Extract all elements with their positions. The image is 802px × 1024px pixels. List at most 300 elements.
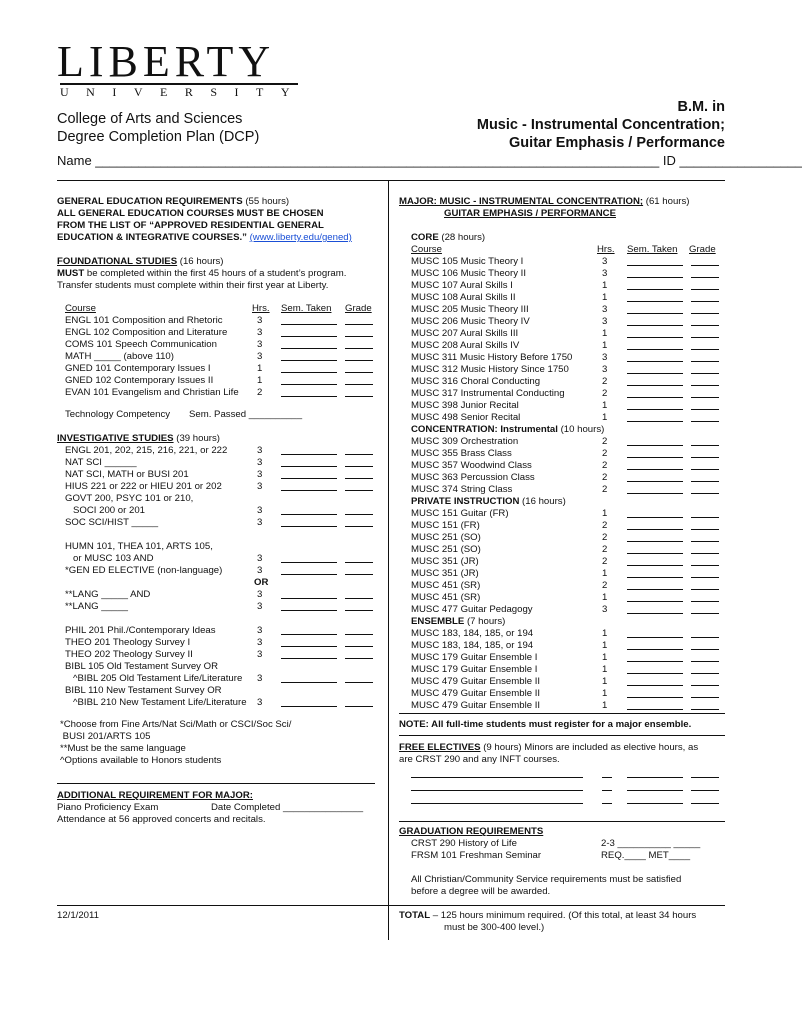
grade-blank[interactable] — [691, 688, 719, 698]
grade-blank[interactable] — [691, 292, 719, 302]
grade-blank[interactable] — [691, 700, 719, 710]
grade-blank[interactable] — [691, 460, 719, 470]
total-text: – 125 hours minimum required. (Of this total, at least 34 hours — [432, 910, 697, 921]
course-hours: 3 — [602, 304, 608, 315]
grade-blank[interactable] — [691, 280, 719, 290]
sem-taken-blank[interactable] — [627, 460, 683, 470]
concentration-heading-title: CONCENTRATION: Instrumental — [411, 424, 558, 435]
grade-blank[interactable] — [691, 508, 719, 518]
course-hours: 2 — [602, 460, 608, 471]
grade-blank[interactable] — [345, 457, 373, 467]
plan-name: Degree Completion Plan (DCP) — [57, 129, 260, 145]
grade-blank[interactable] — [691, 652, 719, 662]
grade-blank[interactable] — [345, 565, 373, 575]
investigative-row — [57, 481, 375, 493]
course-name: MUSC 374 String Class — [411, 484, 513, 495]
sem-taken-blank[interactable] — [627, 484, 683, 494]
sem-passed-field[interactable]: Sem. Passed __________ — [189, 409, 303, 420]
course-name: MUSC 312 Music History Since 1750 — [411, 364, 569, 375]
course-hours: 1 — [602, 280, 608, 291]
footnote: ^Options available to Honors students — [60, 755, 222, 766]
course-hours: 3 — [602, 268, 608, 279]
graduation-divider — [399, 821, 725, 822]
course-hours: 2 — [602, 520, 608, 531]
course-hours: 1 — [602, 664, 608, 675]
additional-title: ADDITIONAL REQUIREMENT FOR MAJOR: — [57, 790, 253, 801]
grade-blank[interactable] — [691, 364, 719, 374]
grade-blank[interactable] — [691, 256, 719, 266]
course-hours: 2 — [602, 580, 608, 591]
grade-blank[interactable] — [691, 781, 719, 791]
grade-blank[interactable] — [345, 315, 373, 325]
sem-taken-blank[interactable] — [281, 351, 337, 361]
sem-taken-blank[interactable] — [627, 628, 683, 638]
sem-taken-blank[interactable] — [627, 472, 683, 482]
course-name: EVAN 101 Evangelism and Christian Life — [65, 387, 239, 398]
sem-taken-blank[interactable] — [627, 292, 683, 302]
sem-taken-blank[interactable] — [627, 604, 683, 614]
sem-taken-blank[interactable] — [281, 327, 337, 337]
tech-competency-label: Technology Competency — [65, 409, 171, 420]
sem-taken-blank[interactable] — [627, 768, 683, 778]
sem-taken-blank[interactable] — [627, 400, 683, 410]
course-hours: 3 — [257, 517, 263, 528]
grade-blank[interactable] — [691, 544, 719, 554]
course-name: **LANG _____ AND — [65, 589, 151, 600]
course-hours: 3 — [257, 339, 263, 350]
sem-taken-blank[interactable] — [281, 637, 337, 647]
degree-title — [477, 98, 725, 152]
course-name: MUSC 151 (FR) — [411, 520, 480, 531]
grade-blank[interactable] — [691, 484, 719, 494]
private-instruction-heading-title: PRIVATE INSTRUCTION — [411, 496, 520, 507]
course-name: MUSC 179 Guitar Ensemble I — [411, 664, 538, 675]
elective-course-blank[interactable] — [411, 768, 583, 778]
grade-blank[interactable] — [691, 268, 719, 278]
col-sem-taken: Sem. Taken — [281, 303, 332, 314]
course-name: MUSC 311 Music History Before 1750 — [411, 352, 573, 363]
foundational-heading — [57, 256, 224, 268]
private-instruction-heading — [411, 496, 566, 508]
course-name: NAT SCI, MATH or BUSI 201 — [65, 469, 189, 480]
grade-blank[interactable] — [691, 412, 719, 422]
sem-taken-blank[interactable] — [627, 700, 683, 710]
grade-blank[interactable] — [345, 553, 373, 563]
major-col-sem-taken: Sem. Taken — [627, 244, 678, 255]
core-course-row — [411, 316, 723, 328]
grade-blank[interactable] — [345, 505, 373, 515]
concentration-heading — [411, 424, 604, 436]
sem-taken-blank[interactable] — [627, 520, 683, 530]
major-col-grade: Grade — [689, 244, 716, 255]
sem-taken-blank[interactable] — [281, 363, 337, 373]
course-name: SOCI 200 or 201 — [65, 505, 145, 516]
grade-blank[interactable] — [345, 339, 373, 349]
investigative-row — [57, 553, 375, 565]
sem-taken-blank[interactable] — [627, 580, 683, 590]
id-field[interactable]: ID _________________ — [662, 153, 802, 168]
core-course-row — [411, 376, 723, 388]
sem-taken-blank[interactable] — [281, 517, 337, 527]
gen-ed-line-2: ALL GENERAL EDUCATION COURSES MUST BE CHOSEN — [57, 208, 324, 219]
grade-blank[interactable] — [691, 328, 719, 338]
course-hours: 1 — [602, 640, 608, 651]
course-hours: 1 — [257, 375, 263, 386]
grade-blank[interactable] — [345, 375, 373, 385]
grade-blank[interactable] — [691, 768, 719, 778]
sem-taken-blank[interactable] — [627, 448, 683, 458]
course-name: ^BIBL 205 Old Testament Life/Literature — [65, 673, 243, 684]
investigative-hours: (39 hours) — [176, 433, 220, 444]
course-name: *GEN ED ELECTIVE (non-language) — [65, 565, 223, 576]
course-hours: 1 — [602, 628, 608, 639]
university-logo-subtitle: UNIVERSITY — [60, 85, 307, 99]
sem-taken-blank[interactable] — [627, 664, 683, 674]
course-hours: 3 — [257, 351, 263, 362]
grade-blank[interactable] — [691, 556, 719, 566]
course-hours: 1 — [602, 340, 608, 351]
degree-line-1: B.M. in — [677, 99, 725, 115]
sem-taken-blank[interactable] — [281, 375, 337, 385]
ensemble-heading-title: ENSEMBLE — [411, 616, 465, 627]
graduation-title: GRADUATION REQUIREMENTS — [399, 826, 544, 837]
sem-taken-blank[interactable] — [627, 304, 683, 314]
total-label: TOTAL — [399, 910, 431, 921]
sem-taken-blank[interactable] — [627, 640, 683, 650]
grade-blank[interactable] — [691, 436, 719, 446]
course-name: MUSC 309 Orchestration — [411, 436, 519, 447]
course-name: PHIL 201 Phil./Contemporary Ideas — [65, 625, 216, 636]
sem-taken-blank[interactable] — [281, 339, 337, 349]
sem-taken-blank[interactable] — [627, 364, 683, 374]
ensemble-row — [411, 700, 723, 712]
core-course-row — [411, 388, 723, 400]
sem-taken-blank[interactable] — [281, 505, 337, 515]
grade-blank[interactable] — [345, 637, 373, 647]
core-heading — [411, 232, 485, 244]
grade-blank[interactable] — [345, 649, 373, 659]
course-hours: 2 — [602, 388, 608, 399]
course-name: MUSC 477 Guitar Pedagogy — [411, 604, 533, 615]
grade-blank[interactable] — [691, 304, 719, 314]
course-name: ENGL 201, 202, 215, 216, 221, or 222 — [65, 445, 228, 456]
core-course-row — [411, 340, 723, 352]
investigative-row — [57, 457, 375, 469]
course-hours: 3 — [257, 469, 263, 480]
private-instruction-row — [411, 592, 723, 604]
grade-blank[interactable] — [691, 568, 719, 578]
free-electives-text: (9 hours) Minors are included as elective hours, as — [483, 742, 699, 753]
course-hours: 1 — [257, 363, 263, 374]
private-instruction-row — [411, 580, 723, 592]
sem-taken-blank[interactable] — [281, 553, 337, 563]
sem-taken-blank[interactable] — [627, 508, 683, 518]
course-hours: 2 — [602, 484, 608, 495]
grade-blank[interactable] — [345, 327, 373, 337]
sem-taken-blank[interactable] — [627, 532, 683, 542]
elective-hours-blank[interactable] — [602, 794, 612, 804]
private-instruction-row — [411, 568, 723, 580]
foundational-hours: (16 hours) — [179, 256, 224, 267]
name-field[interactable]: Name ______________________________________________________________________________ — [57, 153, 660, 168]
sem-taken-blank[interactable] — [627, 376, 683, 386]
investigative-row — [57, 529, 375, 541]
course-name: MUSC 363 Percussion Class — [411, 472, 535, 483]
course-hours: 1 — [602, 652, 608, 663]
free-electives-line-1 — [399, 742, 698, 754]
core-course-row — [411, 412, 723, 424]
course-name: MUSC 179 Guitar Ensemble I — [411, 652, 538, 663]
grade-blank[interactable] — [345, 469, 373, 479]
grade-blank[interactable] — [691, 400, 719, 410]
grade-blank[interactable] — [345, 673, 373, 683]
private-instruction-row — [411, 508, 723, 520]
course-hours: 1 — [602, 508, 608, 519]
grade-blank[interactable] — [691, 592, 719, 602]
grade-blank[interactable] — [691, 676, 719, 686]
course-name: BIBL 105 Old Testament Survey OR — [65, 661, 219, 672]
course-name: HIUS 221 or 222 or HIEU 201 or 202 — [65, 481, 222, 492]
grade-blank[interactable] — [345, 517, 373, 527]
sem-taken-blank[interactable] — [281, 697, 337, 707]
sem-taken-blank[interactable] — [281, 481, 337, 491]
investigative-row — [57, 565, 375, 577]
investigative-row — [57, 685, 375, 697]
elective-course-blank[interactable] — [411, 794, 583, 804]
sem-taken-blank[interactable] — [627, 388, 683, 398]
investigative-row — [57, 673, 375, 685]
grade-blank[interactable] — [691, 340, 719, 350]
total-line-1 — [399, 910, 696, 922]
gened-link[interactable]: (www.liberty.edu/gened) — [249, 232, 352, 243]
investigative-row — [57, 589, 375, 601]
foundational-must — [57, 268, 346, 280]
col-course: Course — [65, 303, 96, 314]
sem-taken-blank[interactable] — [627, 340, 683, 350]
investigative-row — [57, 445, 375, 457]
course-hours: 3 — [257, 445, 263, 456]
grade-blank[interactable] — [691, 448, 719, 458]
service-requirement-line-1: All Christian/Community Service requirements must be satisfied — [411, 874, 682, 885]
grade-blank[interactable] — [691, 628, 719, 638]
course-name: HUMN 101, THEA 101, ARTS 105, — [65, 541, 213, 552]
course-name: MUSC 317 Instrumental Conducting — [411, 388, 565, 399]
sem-taken-blank[interactable] — [627, 436, 683, 446]
sem-taken-blank[interactable] — [627, 352, 683, 362]
core-course-row — [411, 268, 723, 280]
investigative-row — [57, 469, 375, 481]
degree-line-3: Guitar Emphasis / Performance — [509, 135, 725, 151]
grade-blank[interactable] — [691, 640, 719, 650]
investigative-row — [57, 541, 375, 553]
investigative-row — [57, 601, 375, 613]
grade-blank[interactable] — [691, 352, 719, 362]
course-name: or MUSC 103 AND — [65, 553, 154, 564]
course-hours: 3 — [257, 327, 263, 338]
sem-taken-blank[interactable] — [281, 315, 337, 325]
course-name: MUSC 316 Choral Conducting — [411, 376, 541, 387]
core-course-row — [411, 352, 723, 364]
foundational-course-row — [65, 339, 375, 351]
sem-taken-blank[interactable] — [627, 556, 683, 566]
foundational-course-row — [65, 327, 375, 339]
concentration-course-row — [411, 472, 723, 484]
major-heading — [399, 196, 690, 208]
sem-taken-blank[interactable] — [281, 387, 337, 397]
private-instruction-row — [411, 532, 723, 544]
private-instruction-row — [411, 520, 723, 532]
grade-blank[interactable] — [691, 520, 719, 530]
core-course-row — [411, 400, 723, 412]
major-hours: (61 hours) — [645, 196, 690, 207]
sem-taken-blank[interactable] — [627, 794, 683, 804]
header-left — [57, 110, 259, 146]
grade-blank[interactable] — [691, 388, 719, 398]
course-name: THEO 202 Theology Survey II — [65, 649, 193, 660]
course-name: ENGL 101 Composition and Rhetoric — [65, 315, 223, 326]
elective-hours-blank[interactable] — [602, 781, 612, 791]
course-name: MUSC 251 (SO) — [411, 532, 481, 543]
course-hours: 3 — [257, 505, 263, 516]
course-hours: 1 — [602, 328, 608, 339]
sem-taken-blank[interactable] — [627, 592, 683, 602]
sem-taken-blank[interactable] — [281, 649, 337, 659]
grade-blank[interactable] — [691, 580, 719, 590]
course-name: MUSC 451 (SR) — [411, 580, 481, 591]
grade-blank[interactable] — [345, 363, 373, 373]
sem-taken-blank[interactable] — [281, 601, 337, 611]
investigative-heading — [57, 433, 220, 445]
course-name: GNED 101 Contemporary Issues I — [65, 363, 211, 374]
private-instruction-row — [411, 556, 723, 568]
grade-blank[interactable] — [345, 601, 373, 611]
grade-blank[interactable] — [691, 532, 719, 542]
course-name: MUSC 205 Music Theory III — [411, 304, 529, 315]
course-hours: 3 — [257, 553, 263, 564]
free-electives-title: FREE ELECTIVES — [399, 742, 481, 753]
sem-taken-blank[interactable] — [627, 268, 683, 278]
total-line-2: must be 300-400 level.) — [444, 922, 545, 933]
investigative-title: INVESTIGATIVE STUDIES — [57, 433, 174, 444]
private-instruction-heading-hours: (16 hours) — [522, 496, 566, 507]
sem-taken-blank[interactable] — [627, 688, 683, 698]
sem-taken-blank[interactable] — [627, 280, 683, 290]
grade-blank[interactable] — [691, 664, 719, 674]
course-name: MUSC 108 Aural Skills II — [411, 292, 516, 303]
frsm-fields[interactable]: REQ.____ MET____ — [601, 850, 691, 861]
date-completed-field[interactable]: Date Completed _______________ — [211, 802, 364, 813]
grade-blank[interactable] — [691, 472, 719, 482]
grade-blank[interactable] — [691, 376, 719, 386]
major-emphasis: GUITAR EMPHASIS / PERFORMANCE — [444, 208, 616, 219]
course-name: MUSC 251 (SO) — [411, 544, 481, 555]
revision-date: 12/1/2011 — [57, 910, 99, 921]
course-hours: 3 — [257, 589, 263, 600]
concentration-course-row — [411, 460, 723, 472]
gen-ed-line-3: FROM THE LIST OF “APPROVED RESIDENTIAL GENERAL — [57, 220, 324, 231]
course-name: BIBL 110 New Testament Survey OR — [65, 685, 222, 696]
course-name: MUSC 479 Guitar Ensemble II — [411, 700, 541, 711]
sem-taken-blank[interactable] — [627, 544, 683, 554]
course-name: MUSC 206 Music Theory IV — [411, 316, 530, 327]
sem-taken-blank[interactable] — [281, 457, 337, 467]
grade-blank[interactable] — [691, 316, 719, 326]
ensemble-heading-hours: (7 hours) — [466, 616, 506, 627]
grade-blank[interactable] — [345, 625, 373, 635]
grade-blank[interactable] — [345, 387, 373, 397]
sem-taken-blank[interactable] — [281, 565, 337, 575]
ensemble-note: NOTE: All full-time students must register for a major ensemble. — [399, 719, 692, 730]
investigative-row — [57, 661, 375, 673]
grade-blank[interactable] — [691, 794, 719, 804]
course-name: MUSC 207 Aural Skills III — [411, 328, 519, 339]
sem-taken-blank[interactable] — [627, 652, 683, 662]
sem-taken-blank[interactable] — [627, 568, 683, 578]
elective-course-blank[interactable] — [411, 781, 583, 791]
grade-blank[interactable] — [345, 481, 373, 491]
grade-blank[interactable] — [691, 604, 719, 614]
sem-taken-blank[interactable] — [627, 676, 683, 686]
footnote: *Choose from Fine Arts/Nat Sci/Math or CSCI/Soc Sci/ — [60, 719, 292, 730]
course-name: MUSC 183, 184, 185, or 194 — [411, 628, 534, 639]
grade-blank[interactable] — [345, 351, 373, 361]
grade-blank[interactable] — [345, 589, 373, 599]
sem-taken-blank[interactable] — [627, 412, 683, 422]
investigative-row — [57, 493, 375, 505]
sem-taken-blank[interactable] — [281, 625, 337, 635]
grade-blank[interactable] — [345, 445, 373, 455]
sem-taken-blank[interactable] — [281, 673, 337, 683]
course-name: ^BIBL 210 New Testament Life/Literature — [65, 697, 247, 708]
course-hours: 3 — [257, 649, 263, 660]
private-instruction-row — [411, 604, 723, 616]
course-hours: 3 — [602, 316, 608, 327]
free-electives-line-2: are CRST 290 and any INFT courses. — [399, 754, 560, 765]
sem-taken-blank[interactable] — [627, 316, 683, 326]
elective-hours-blank[interactable] — [602, 768, 612, 778]
concentration-heading-hours: (10 hours) — [560, 424, 605, 435]
core-course-row — [411, 292, 723, 304]
course-hours: 3 — [257, 637, 263, 648]
sem-taken-blank[interactable] — [281, 469, 337, 479]
footnote: BUSI 201/ARTS 105 — [60, 731, 151, 742]
course-hours: 3 — [257, 565, 263, 576]
grade-blank[interactable] — [345, 697, 373, 707]
course-hours: 2 — [602, 448, 608, 459]
crst-fields[interactable]: 2-3 __________ _____ — [601, 838, 701, 849]
private-instruction-row — [411, 544, 723, 556]
sem-taken-blank[interactable] — [281, 445, 337, 455]
course-name: MUSC 398 Junior Recital — [411, 400, 519, 411]
name-id-line — [57, 153, 802, 168]
sem-taken-blank[interactable] — [627, 781, 683, 791]
gen-ed-hours: (55 hours) — [245, 196, 290, 207]
attendance-requirement: Attendance at 56 approved concerts and recitals. — [57, 814, 266, 825]
note-divider-bottom — [399, 735, 725, 736]
sem-taken-blank[interactable] — [627, 328, 683, 338]
foundational-course-row — [65, 387, 375, 399]
column-divider — [388, 180, 389, 940]
crst-label: CRST 290 History of Life — [411, 838, 517, 849]
course-name: MUSC 355 Brass Class — [411, 448, 512, 459]
additional-divider — [57, 783, 375, 784]
sem-taken-blank[interactable] — [627, 256, 683, 266]
course-hours: 2 — [602, 472, 608, 483]
course-name: **LANG _____ — [65, 601, 128, 612]
foundational-course-row — [65, 351, 375, 363]
sem-taken-blank[interactable] — [281, 589, 337, 599]
major-table-header — [411, 244, 721, 256]
